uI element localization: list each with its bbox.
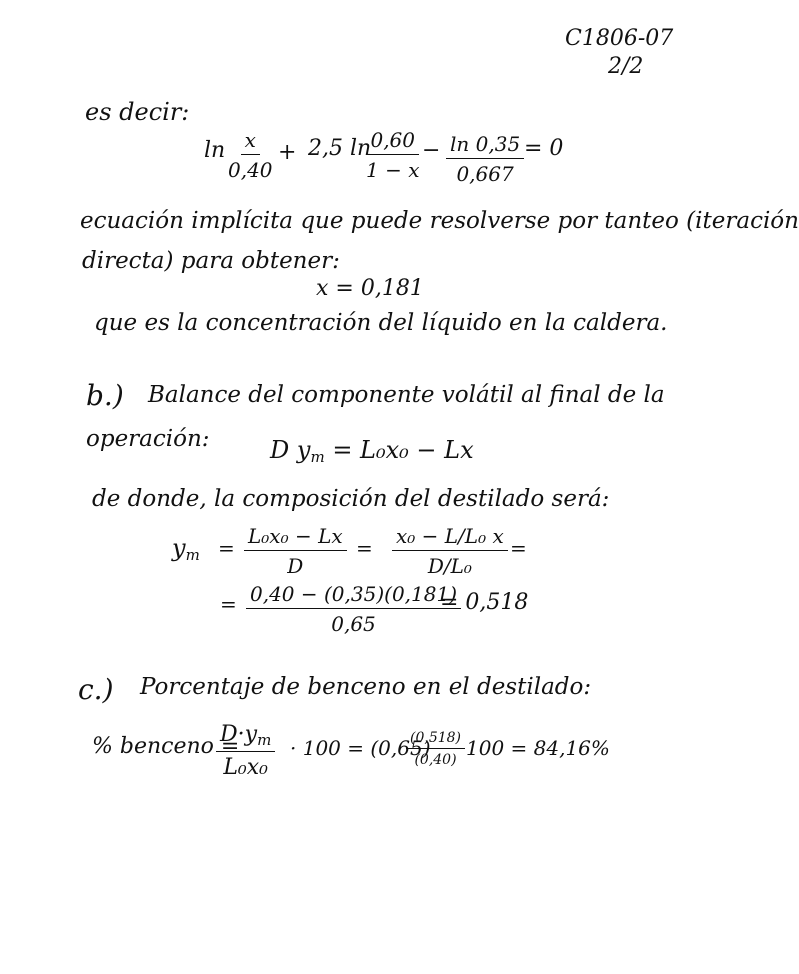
ln-label: ln	[204, 138, 226, 163]
balance-rhs: = L₀x₀ − Lx	[332, 436, 474, 464]
paragraph-line: directa) para obtener:	[82, 248, 340, 274]
fraction-numerator: 0,40 − (0,35)(0,181)	[246, 582, 461, 609]
ym-symbol: y	[172, 534, 186, 562]
subscript-m: m	[257, 731, 272, 749]
paragraph-line: que es la concentración del líquido en la caldera.	[94, 310, 668, 336]
balance-lhs: D y	[270, 436, 311, 464]
fraction-numerator: x₀ − L/L₀ x	[392, 524, 508, 551]
section-b-line: Balance del componente volátil al final de la	[148, 382, 665, 408]
fraction-composition-2	[392, 524, 508, 578]
percent-mid: · 100 = (0,65)	[290, 736, 431, 760]
ym-lhs	[172, 536, 200, 563]
fraction-numerator: L₀x₀ − Lx	[244, 524, 347, 551]
fraction-denominator: D/L₀	[427, 554, 472, 578]
equals-sign: =	[220, 592, 237, 616]
subscript-m: m	[310, 448, 325, 466]
fraction-denominator: 0,65	[331, 612, 376, 636]
page-number: 2/2	[608, 54, 644, 79]
percent-result: 100 = 84,16%	[466, 736, 610, 760]
plus-sign: +	[278, 140, 297, 165]
percent-lhs: % benceno =	[92, 734, 240, 759]
fraction-denominator: L₀x₀	[223, 755, 268, 780]
fraction-numerator: ln 0,35	[446, 132, 524, 159]
fraction-numerator	[216, 722, 275, 752]
document-code: C1806-07	[565, 26, 674, 51]
equals-zero: = 0	[524, 136, 564, 161]
dym-text: D·y	[220, 722, 258, 747]
fraction-denominator: D	[287, 554, 304, 578]
subscript-m: m	[185, 546, 200, 564]
section-b-line: operación:	[86, 426, 210, 452]
equals-sign: =	[510, 536, 527, 560]
result-x: x = 0,181	[316, 276, 424, 301]
fraction-numerator: x	[241, 128, 260, 155]
fraction-percent-1	[216, 722, 275, 780]
fraction-numerator: (0,518)	[406, 730, 465, 749]
fraction-denominator: 0,40	[228, 158, 273, 182]
fraction-060-over-1-minus-x	[366, 128, 419, 182]
coefficient-ln: 2,5 ln	[308, 136, 372, 161]
fraction-denominator: 0,667	[456, 162, 514, 186]
fraction-percent-2	[406, 730, 465, 768]
section-b-line: de donde, la composición del destilado será:	[92, 486, 610, 512]
paragraph-line: ecuación implícita que puede resolverse por tanteo (iteración	[80, 208, 799, 234]
fraction-composition-1	[244, 524, 347, 578]
fraction-x-over-040	[228, 128, 273, 182]
section-b-label: b.)	[86, 379, 124, 412]
minus-sign: −	[422, 138, 441, 163]
fraction-numerator: 0,60	[366, 128, 419, 155]
balance-equation	[270, 438, 474, 465]
intro-text: es decir:	[85, 98, 190, 126]
equals-sign: =	[356, 536, 373, 560]
fraction-numeric	[246, 582, 461, 636]
fraction-denominator: 1 − x	[366, 158, 420, 182]
section-c-title: Porcentaje de benceno en el destilado:	[140, 674, 592, 700]
section-c-label: c.)	[78, 673, 114, 706]
fraction-denominator: (0,40)	[414, 752, 457, 768]
equals-sign: =	[218, 536, 235, 560]
ym-result: = 0,518	[440, 590, 529, 615]
fraction-ln035-over-0667	[446, 132, 524, 186]
